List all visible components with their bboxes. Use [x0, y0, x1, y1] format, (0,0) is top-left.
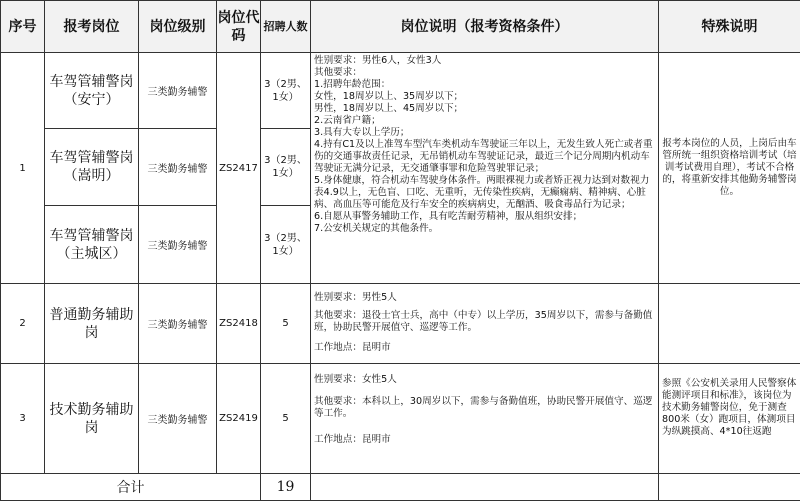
- position-cell: 车驾管辅警岗（嵩明）: [45, 129, 139, 206]
- desc-line: 性别要求：男性6人，女性3人: [314, 55, 655, 67]
- description-cell: [311, 364, 659, 474]
- desc-gender: 性别要求：男性5人: [314, 292, 655, 304]
- desc-location: 工作地点：昆明市: [314, 434, 655, 446]
- special-cell: 报考本岗位的人员，上岗后由车管所统一组织资格培训考试（培训考试费用自理），考试不合格的，将重新安排其他勤务辅警岗位。: [659, 53, 800, 284]
- desc-gender: 性别要求：女性5人: [314, 374, 655, 386]
- level-cell: 三类勤务辅警: [139, 53, 217, 129]
- count-cell: 3（2男、1女）: [261, 129, 311, 206]
- count-cell: 3（2男、1女）: [261, 53, 311, 129]
- total-label: 合计: [1, 474, 261, 501]
- serial-cell: 1: [1, 53, 45, 284]
- special-cell: 参照《公安机关录用人民警察体能测评项目和标准》，该岗位为技术勤务辅警岗位，免于测查800米（女）跑项目，体测项目为纵跳摸高、4*10往返跑: [659, 364, 800, 474]
- code-cell: ZS2417: [217, 53, 261, 284]
- desc-line: 其他要求：: [314, 67, 655, 79]
- description-cell: [311, 53, 659, 284]
- header-serial: 序号: [1, 1, 45, 53]
- position-cell: 车驾管辅警岗（安宁）: [45, 53, 139, 129]
- header-code: 岗位代码: [217, 1, 261, 53]
- code-cell: ZS2419: [217, 364, 261, 474]
- total-empty-cell: [659, 474, 800, 501]
- desc-line: 女性，18周岁以上、35周岁以下；: [314, 91, 655, 103]
- header-count: 招聘人数: [261, 1, 311, 53]
- desc-line: 6.自愿从事警务辅助工作，具有吃苦耐劳精神，服从组织安排；: [314, 211, 655, 223]
- header-level: 岗位级别: [139, 1, 217, 53]
- count-cell: 5: [261, 364, 311, 474]
- desc-line: 2.云南省户籍；: [314, 115, 655, 127]
- serial-cell: 3: [1, 364, 45, 474]
- position-cell: 技术勤务辅助岗: [45, 364, 139, 474]
- position-cell: 普通勤务辅助岗: [45, 284, 139, 364]
- level-cell: 三类勤务辅警: [139, 284, 217, 364]
- header-description: 岗位说明（报考资格条件）: [311, 1, 659, 53]
- count-cell: 3（2男、1女）: [261, 206, 311, 284]
- level-cell: 三类勤务辅警: [139, 364, 217, 474]
- level-cell: 三类勤务辅警: [139, 129, 217, 206]
- desc-line: 4.持有C1及以上准驾车型汽车类机动车驾驶证三年以上，无发生致人死亡或者重伤的交通事故责任记录，无吊销机动车驾驶证记录，最近三个记分周期内机动车驾驶证无满分记录，无交通肇事罪和危险驾驶罪记录；: [314, 139, 655, 175]
- serial-cell: 2: [1, 284, 45, 364]
- desc-line: 3.具有大专以上学历；: [314, 127, 655, 139]
- header-special: 特殊说明: [659, 1, 800, 53]
- total-empty-cell: [311, 474, 659, 501]
- desc-location: 工作地点：昆明市: [314, 342, 655, 354]
- desc-line: 5.身体健康，符合机动车驾驶身体条件。两眼裸视力或者矫正视力达到对数视力表4.9以上，无色盲、口吃、无重听，无传染性疾病，无癫痫病、精神病、心脏病、高血压等可能危及行车安全的疾病病史，无酗酒、吸食毒品行为记录；: [314, 175, 655, 211]
- description-cell: [311, 284, 659, 364]
- count-cell: 5: [261, 284, 311, 364]
- desc-line: 1.招聘年龄范围：: [314, 79, 655, 91]
- desc-other: 其他要求：退役士官士兵，高中（中专）以上学历，35周岁以下，需参与备勤值班，协助民警开展值守、巡逻等工作。: [314, 310, 655, 334]
- position-cell: 车驾管辅警岗（主城区）: [45, 206, 139, 284]
- total-value: 19: [261, 474, 311, 501]
- desc-line: 男性，18周岁以上、45周岁以下；: [314, 103, 655, 115]
- special-cell: [659, 284, 800, 364]
- header-position: 报考岗位: [45, 1, 139, 53]
- level-cell: 三类勤务辅警: [139, 206, 217, 284]
- desc-line: 7.公安机关规定的其他条件。: [314, 223, 655, 235]
- code-cell: ZS2418: [217, 284, 261, 364]
- desc-other: 其他要求：本科以上，30周岁以下，需参与备勤值班，协助民警开展值守、巡逻等工作。: [314, 396, 655, 420]
